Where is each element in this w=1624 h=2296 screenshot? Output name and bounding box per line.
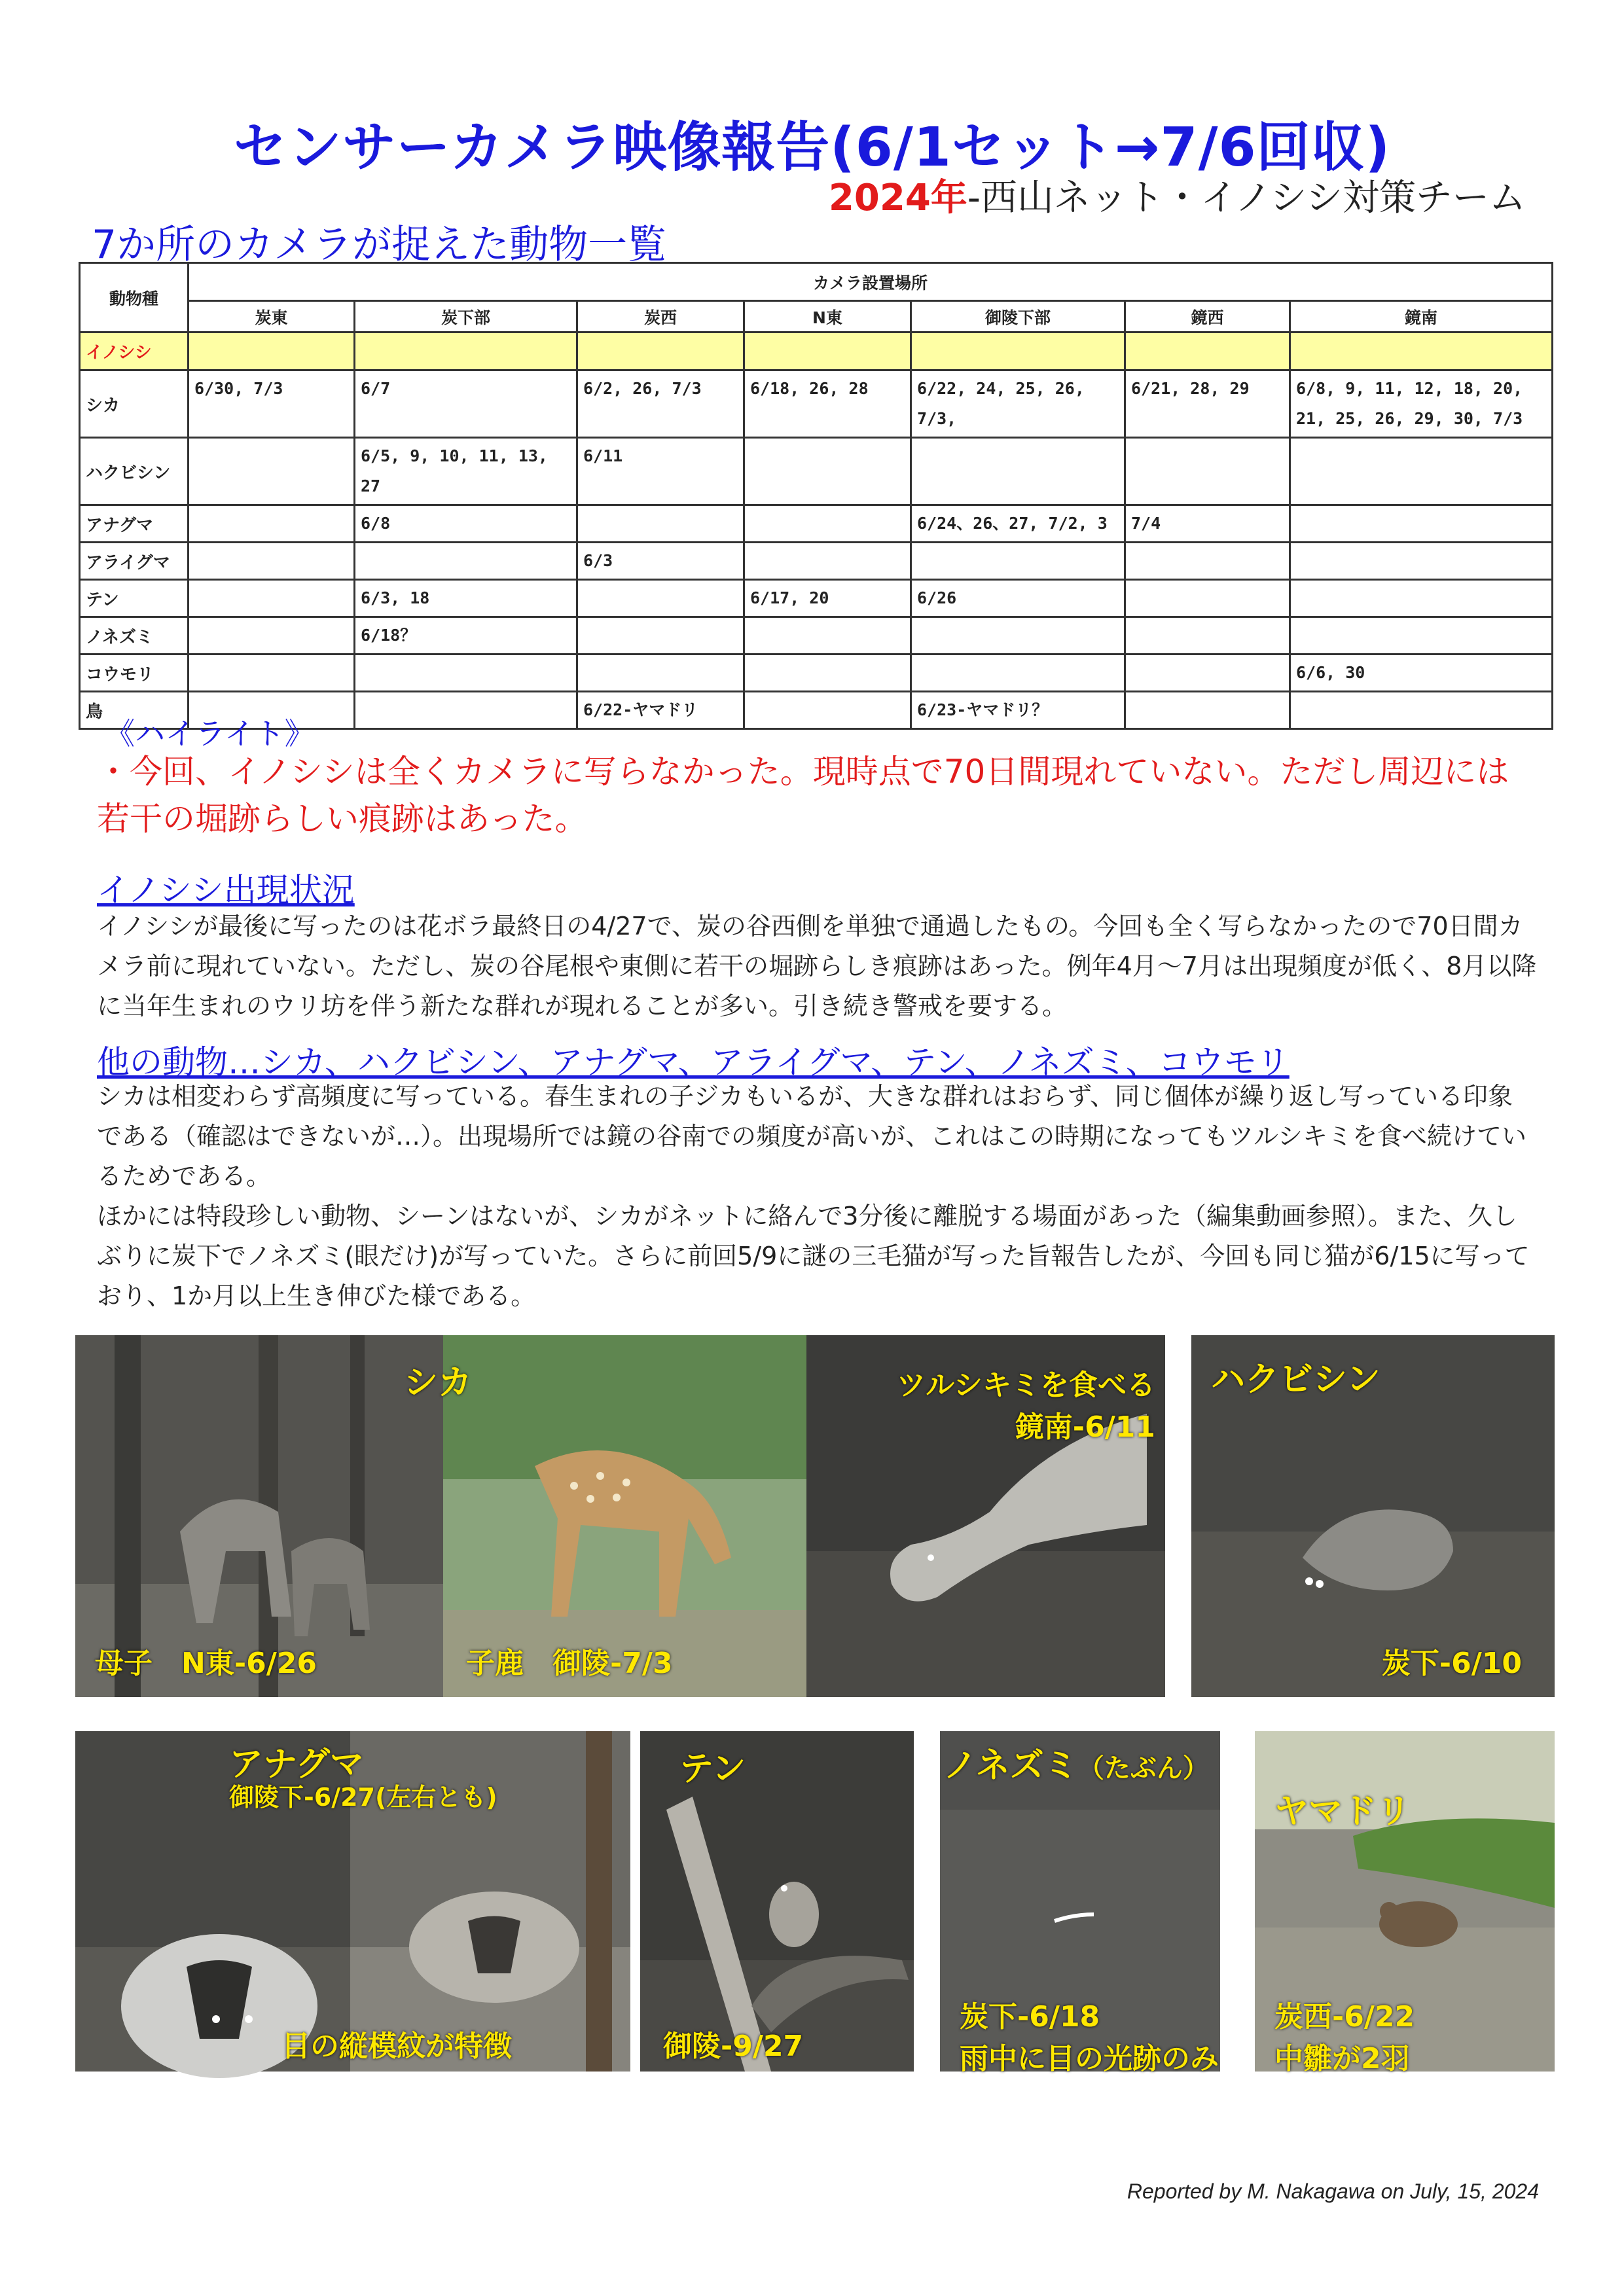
table-body	[80, 332, 1553, 729]
inoshishi-heading: イノシシ出現状況	[97, 871, 355, 909]
date-cell	[1125, 332, 1290, 370]
badger-caption: 目の縦模紋が特徴	[281, 2030, 512, 2063]
animal-name-cell: 鳥	[80, 692, 189, 729]
table-row	[80, 655, 1553, 692]
date-cell: 6/3, 18	[355, 580, 577, 617]
date-cell: 6/18？	[355, 617, 577, 655]
animal-name-cell: ハクビシン	[80, 438, 189, 505]
date-cell	[1290, 505, 1553, 543]
other-animals-body	[97, 1077, 1537, 1316]
date-cell: 6/2, 26, 7/3	[577, 370, 744, 438]
copper-pheasant-caption-line-1: 炭西-6/22	[1274, 2000, 1415, 2034]
field-mouse-caption	[960, 1993, 1219, 2077]
date-cell: 6/30, 7/3	[189, 370, 355, 438]
date-cell	[1125, 438, 1290, 505]
date-cell: 6/22, 24, 25, 26, 7/3,	[911, 370, 1125, 438]
date-cell: 6/23-ヤマドリ？	[911, 692, 1125, 729]
date-cell	[1290, 438, 1553, 505]
date-cell	[1125, 543, 1290, 580]
tsurushikimi-caption-line-2: 鏡南-6/11	[1015, 1410, 1155, 1444]
location-header-cell: 炭下部	[355, 301, 577, 332]
animal-name-cell: アナグマ	[80, 505, 189, 543]
date-cell	[744, 617, 911, 655]
report-subtitle	[829, 169, 1526, 221]
date-cell	[1290, 617, 1553, 655]
date-cell: 6/7	[355, 370, 577, 438]
marten-title: テン	[679, 1749, 746, 1789]
copper-pheasant-title: ヤマドリ	[1274, 1792, 1411, 1831]
report-footer: Reported by M. Nakagawa on July, 15, 2024	[1127, 2179, 1539, 2203]
date-cell	[911, 543, 1125, 580]
date-cell: 6/6, 30	[1290, 655, 1553, 692]
photo-fawn	[404, 1335, 806, 1697]
deer-mother-child-caption: 母子 N東-6/26	[95, 1647, 317, 1680]
date-cell	[355, 692, 577, 729]
date-cell	[577, 332, 744, 370]
animal-name-cell: イノシシ	[80, 332, 189, 370]
date-cell	[189, 580, 355, 617]
date-cell: 6/24、26、27, 7/2, 3	[911, 505, 1125, 543]
location-header-cell: 鏡西	[1125, 301, 1290, 332]
animal-name-cell: コウモリ	[80, 655, 189, 692]
date-cell	[189, 655, 355, 692]
date-cell	[189, 543, 355, 580]
badger-title: アナグマ	[229, 1745, 364, 1784]
date-cell: 6/3	[577, 543, 744, 580]
table-row	[80, 580, 1553, 617]
report-year: 2024年	[828, 177, 967, 219]
date-cell	[911, 655, 1125, 692]
copper-pheasant-caption	[1274, 1993, 1415, 2077]
location-header: カメラ設置場所	[189, 263, 1553, 301]
civet-title: ハクビシン	[1211, 1360, 1380, 1399]
field-mouse-title-sub: （たぶん）	[1077, 1753, 1209, 1784]
field-mouse-title-main: ノネズミ	[943, 1746, 1078, 1785]
date-cell: 6/17, 20	[744, 580, 911, 617]
location-header-cell: 鏡南	[1290, 301, 1553, 332]
photo-deer-mother-child	[75, 1335, 443, 1697]
date-cell	[1290, 332, 1553, 370]
animal-list-heading: 7か所のカメラが捉えた動物一覧	[92, 222, 667, 268]
date-cell	[911, 438, 1125, 505]
date-cell: 6/26	[911, 580, 1125, 617]
table-row	[80, 543, 1553, 580]
date-cell	[744, 438, 911, 505]
animal-name-cell: テン	[80, 580, 189, 617]
date-cell	[911, 332, 1125, 370]
marten-caption: 御陵-9/27	[663, 2030, 804, 2063]
animal-name-cell: シカ	[80, 370, 189, 438]
date-cell	[355, 655, 577, 692]
tsurushikimi-caption	[897, 1361, 1155, 1445]
date-cell: 6/18, 26, 28	[744, 370, 911, 438]
team-name: -西山ネット・イノシシ対策チーム	[967, 177, 1526, 219]
date-cell	[355, 543, 577, 580]
photo-copper-pheasant	[1255, 1731, 1555, 2075]
other-animals-para-2: ほかには特段珍しい動物、シーンはないが、シカがネットに絡んで3分後に離脱する場面があった（編集動画参照）。また、久しぶりに炭下でノネズミ(眼だけ)が写っていた。さらに前回5/9に謎の三毛猫が写った旨報告したが、今回も同じ猫が6/15に写っており、1か月以上生き伸びた様である。	[97, 1202, 1530, 1310]
date-cell	[1125, 655, 1290, 692]
date-cell	[1290, 543, 1553, 580]
table-row	[80, 370, 1553, 438]
other-animals-heading: 他の動物…シカ、ハクビシン、アナグマ、アライグマ、テン、ノネズミ、コウモリ	[97, 1043, 1290, 1081]
species-header: 動物種	[80, 263, 189, 332]
date-cell	[744, 692, 911, 729]
table-row	[80, 617, 1553, 655]
highlight-body: ・今回、イノシシは全くカメラに写らなかった。現時点で70日間現れていない。ただし周辺には若干の堀跡らしい痕跡はあった。	[97, 753, 1509, 838]
photo-deer-eating	[806, 1335, 1165, 1697]
date-cell: 6/11	[577, 438, 744, 505]
date-cell	[1125, 692, 1290, 729]
date-cell	[189, 505, 355, 543]
date-cell	[1125, 617, 1290, 655]
field-mouse-caption-line-2: 雨中に目の光跡のみ	[960, 2042, 1219, 2075]
date-cell	[744, 543, 911, 580]
date-cell	[355, 332, 577, 370]
animal-table-wrap	[79, 262, 1551, 730]
location-header-cell: N東	[744, 301, 911, 332]
date-cell	[189, 438, 355, 505]
inoshishi-body: イノシシが最後に写ったのは花ボラ最終日の4/27で、炭の谷西側を単独で通過したもの。今回も全く写らなかったので70日間カメラ前に現れていない。ただし、炭の谷尾根や東側に若干の堀跡らしき痕跡はあった。例年4月～7月は出現頻度が低く、8月以降に当年生まれのウリ坊を伴う新たな群れが現れることが多い。引き続き警戒を要する。	[97, 912, 1537, 1020]
report-title: センサーカメラ映像報告(6/1セット→7/6回収)	[233, 117, 1391, 179]
date-cell	[189, 332, 355, 370]
location-header-cell: 御陵下部	[911, 301, 1125, 332]
photo-badger	[75, 1731, 630, 2072]
date-cell	[577, 617, 744, 655]
animal-name-cell: ノネズミ	[80, 617, 189, 655]
photo-marten	[640, 1731, 914, 2072]
date-cell: 6/8, 9, 11, 12, 18, 20, 21, 25, 26, 29, 30, 7/3	[1290, 370, 1553, 438]
tsurushikimi-caption-line-1: ツルシキミを食べる	[897, 1369, 1155, 1402]
animal-name-cell: アライグマ	[80, 543, 189, 580]
location-header-cell: 炭西	[577, 301, 744, 332]
date-cell	[744, 505, 911, 543]
copper-pheasant-caption-line-2: 中雛が2羽	[1274, 2042, 1410, 2075]
table-row	[80, 438, 1553, 505]
date-cell: 6/8	[355, 505, 577, 543]
date-cell	[1125, 580, 1290, 617]
table-row	[80, 505, 1553, 543]
date-cell	[744, 332, 911, 370]
date-cell	[189, 617, 355, 655]
fawn-caption: 子鹿 御陵-7/3	[466, 1647, 673, 1680]
photo-field-mouse	[940, 1731, 1220, 2075]
field-mouse-caption-line-1: 炭下-6/18	[960, 2000, 1100, 2034]
date-cell	[577, 655, 744, 692]
date-cell	[1290, 580, 1553, 617]
date-cell: 7/4	[1125, 505, 1290, 543]
date-cell: 6/5, 9, 10, 11, 13, 27	[355, 438, 577, 505]
other-animals-para-1: シカは相変わらず高頻度に写っている。春生まれの子ジカもいるが、大きな群れはおらず、同じ個体が繰り返し写っている印象である（確認はできないが…）。出現場所では鏡の谷南での頻度が高いが、これはこの時期になってもツルシキミを食べ続けているためである。	[97, 1082, 1527, 1191]
badger-location: 御陵下-6/27(左右とも)	[229, 1783, 497, 1812]
animal-table	[79, 262, 1553, 730]
date-cell	[577, 505, 744, 543]
civet-caption: 炭下-6/10	[1381, 1647, 1522, 1680]
location-header-cell: 炭東	[189, 301, 355, 332]
date-cell: 6/21, 28, 29	[1125, 370, 1290, 438]
highlight-heading: 《ハイライト》	[105, 716, 315, 751]
field-mouse-title	[943, 1738, 1209, 1787]
table-row	[80, 332, 1553, 370]
date-cell: 6/22-ヤマドリ	[577, 692, 744, 729]
date-cell	[1290, 692, 1553, 729]
date-cell	[744, 655, 911, 692]
deer-section-title: シカ	[404, 1363, 473, 1403]
date-cell	[577, 580, 744, 617]
date-cell	[911, 617, 1125, 655]
photo-masked-palm-civet	[1191, 1335, 1555, 1697]
